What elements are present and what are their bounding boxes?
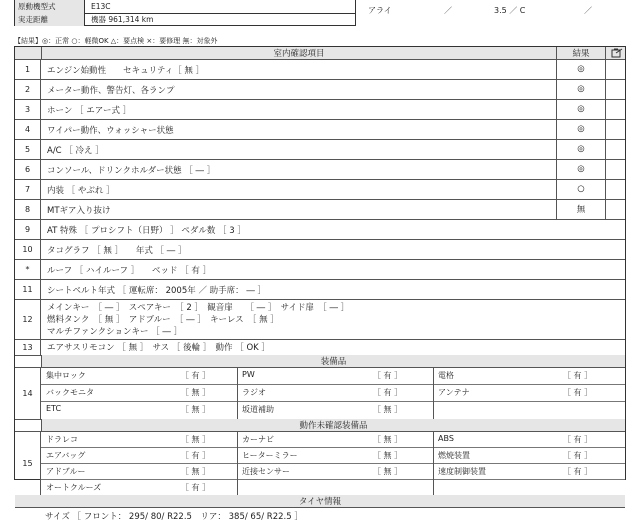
equipment-value: ［ 無 ］: [373, 435, 403, 444]
check-item-text: タコグラフ ［ 無 ］ 年式 ［ ― ］: [47, 246, 187, 256]
row-number: 12: [15, 299, 41, 339]
equipment-value: ［ 有 ］: [563, 435, 593, 444]
check-item-row: [15, 239, 625, 260]
row-number: *: [15, 259, 41, 279]
row-number: 11: [15, 279, 41, 299]
row-13: [15, 339, 625, 356]
grid-divider: [237, 367, 238, 419]
check-item-text: MTギア入り抜け: [47, 206, 111, 216]
row-number: 10: [15, 239, 41, 259]
check-item-text: A/C ［ 冷え ］: [47, 146, 104, 156]
check-item-text: エンジン始動性 セキュリティ［ 無 ］: [47, 66, 205, 76]
mileage-row: [15, 13, 355, 26]
row-15: [15, 431, 625, 496]
check-item-row: [15, 139, 625, 160]
keys-line: メインキー ［ ― ］ スペアキー ［ 2 ］ 観音扉 ［ ― ］ サイド扉 ［ ― ］: [47, 303, 350, 313]
equipment-name: ヒーターミラー: [242, 451, 298, 460]
grid-divider: [433, 431, 434, 495]
check-result: 無: [556, 199, 606, 219]
air-suspension-line: エアサスリモコン ［ 無 ］ サス ［ 後輪 ］ 動作 ［ OK ］: [47, 343, 270, 353]
row-number: 4: [15, 119, 41, 139]
grid-divider: [237, 431, 238, 495]
equipment-name: カーナビ: [242, 435, 274, 444]
grid-divider: [41, 401, 625, 402]
check-result: ◎: [556, 99, 606, 119]
check-item-row: [15, 79, 625, 100]
mileage-label: 実走距離: [15, 13, 85, 26]
axle-slash-1: ／: [444, 6, 452, 15]
equipment-value: ［ 有 ］: [563, 371, 593, 380]
equipment-name: ラジオ: [242, 388, 266, 397]
check-item-row: [15, 179, 625, 200]
equipment-name: ABS: [438, 434, 454, 443]
vehicle-info-block: [14, 0, 356, 26]
check-result: ◎: [556, 159, 606, 179]
check-item-text: ホーン ［ エアー式 ］: [47, 106, 132, 116]
result-header: 結果: [556, 47, 606, 59]
multi-key-line: マルチファンクションキー ［ ― ］: [47, 327, 183, 337]
equipment-name: エアバッグ: [46, 451, 86, 460]
grid-divider: [41, 463, 625, 464]
axle-value: 3.5 ／ C: [494, 6, 526, 15]
equipment-value: ［ 無 ］: [373, 405, 403, 414]
check-result: ◎: [556, 139, 606, 159]
check-item-row: [15, 199, 625, 220]
inspection-table: [14, 46, 626, 522]
check-item-text: AT 特殊 ［ プロシフト（日野） ］ ペダル数 ［ 3 ］: [47, 226, 246, 236]
equipment-value: ［ 有 ］: [373, 371, 403, 380]
row-number: 15: [15, 431, 41, 495]
check-item-text: ワイパー動作、ウォッシャー状態: [47, 126, 174, 136]
grid-divider: [41, 447, 625, 448]
row-number: 3: [15, 99, 41, 119]
row-12: [15, 299, 625, 340]
check-item-row: [15, 59, 625, 80]
grid-divider: [41, 479, 625, 480]
equipment-name: 近接センサー: [242, 467, 290, 476]
row-number: 6: [15, 159, 41, 179]
equipment-value: ［ 有 ］: [563, 467, 593, 476]
equipment-value: ［ 有 ］: [563, 388, 593, 397]
equipment-name: 電格: [438, 371, 454, 380]
equipment-value: ［ 無 ］: [373, 451, 403, 460]
row-number: 13: [15, 339, 41, 355]
check-item-text: メーター動作、警告灯、各ランプ: [47, 86, 175, 96]
tire-size: サイズ ［ フロント： 295/ 80/ R22.5 リア： 385/ 65/ R22.5 ］: [45, 512, 303, 522]
tire-row: [15, 507, 625, 523]
axle-label: アライ: [368, 6, 392, 15]
equipment-value: ［ 無 ］: [373, 467, 403, 476]
equipment-name: 速度制御装置: [438, 467, 486, 476]
axle-info-block: [356, 0, 640, 26]
engine-model-label: 原動機型式: [15, 0, 85, 13]
equipment-name: 坂道補助: [242, 405, 274, 414]
equipment-name: アンテナ: [438, 388, 470, 397]
tank-line: 燃料タンク ［ 無 ］ アドブルー ［ ― ］ キーレス ［ 無 ］: [47, 315, 279, 325]
equipment-value: ［ 無 ］: [181, 405, 211, 414]
check-result: ◎: [556, 79, 606, 99]
row-number: 7: [15, 179, 41, 199]
axle-slash-2: ／: [584, 6, 592, 15]
check-item-row: [15, 159, 625, 180]
equipment-value: ［ 有 ］: [181, 483, 211, 492]
check-item-row: [15, 279, 625, 300]
row-number: 14: [15, 367, 41, 419]
check-item-text: コンソール、ドリンクホルダー状態 ［ ― ］: [47, 166, 216, 176]
equipment-value: ［ 有 ］: [563, 451, 593, 460]
check-item-text: 内装 ［ やぶれ ］: [47, 186, 115, 196]
equipment-name: 集中ロック: [46, 371, 86, 380]
equipment-value: ［ 無 ］: [181, 467, 211, 476]
check-item-row: [15, 99, 625, 120]
equipment-name: ドラレコ: [46, 435, 78, 444]
mileage-value: 機器 961,314 km: [91, 15, 154, 24]
table-header-title: 室内確認項目: [41, 47, 556, 59]
equipment-value: ［ 無 ］: [181, 388, 211, 397]
equipment-name: ETC: [46, 404, 62, 413]
equipment-name: PW: [242, 370, 255, 379]
tire-title: タイヤ情報: [15, 495, 625, 507]
row-number: 8: [15, 199, 41, 219]
equipment-title: 装備品: [41, 355, 625, 367]
clipboard-icon[interactable]: [608, 47, 625, 59]
equipment-name: 燃焼装置: [438, 451, 470, 460]
check-item-text: シートベルト年式 ［ 運転席： 2005年 ／ 助手席： ― ］: [47, 286, 267, 296]
unconfirmed-title: 動作未確認装備品: [41, 419, 625, 431]
grid-divider: [433, 367, 434, 419]
result-legend: 【結果】◎：正常 ○：軽微OK △：要点検 ×：要修理 無：対象外: [14, 37, 218, 45]
equipment-name: オートクルーズ: [46, 483, 102, 492]
row-number: 9: [15, 219, 41, 239]
check-result: ○: [556, 179, 606, 199]
check-result: ◎: [556, 59, 606, 79]
check-result: ◎: [556, 119, 606, 139]
grid-divider: [41, 384, 625, 385]
equipment-name: バックモニタ: [46, 388, 94, 397]
check-item-row: [15, 259, 625, 280]
equipment-name: アドブルー: [46, 467, 86, 476]
equipment-value: ［ 有 ］: [373, 388, 403, 397]
equipment-value: ［ 有 ］: [181, 451, 211, 460]
engine-model-value: E13C: [91, 2, 111, 11]
row-number: 5: [15, 139, 41, 159]
check-item-row: [15, 119, 625, 140]
check-item-row: [15, 219, 625, 240]
row-number: 2: [15, 79, 41, 99]
equipment-value: ［ 有 ］: [181, 371, 211, 380]
row-number: 1: [15, 59, 41, 79]
equipment-value: ［ 無 ］: [181, 435, 211, 444]
engine-model-row: [15, 0, 355, 14]
check-item-text: ルーフ ［ ハイルーフ ］ ベッド ［ 有 ］: [47, 266, 212, 276]
row-14: [15, 367, 625, 420]
